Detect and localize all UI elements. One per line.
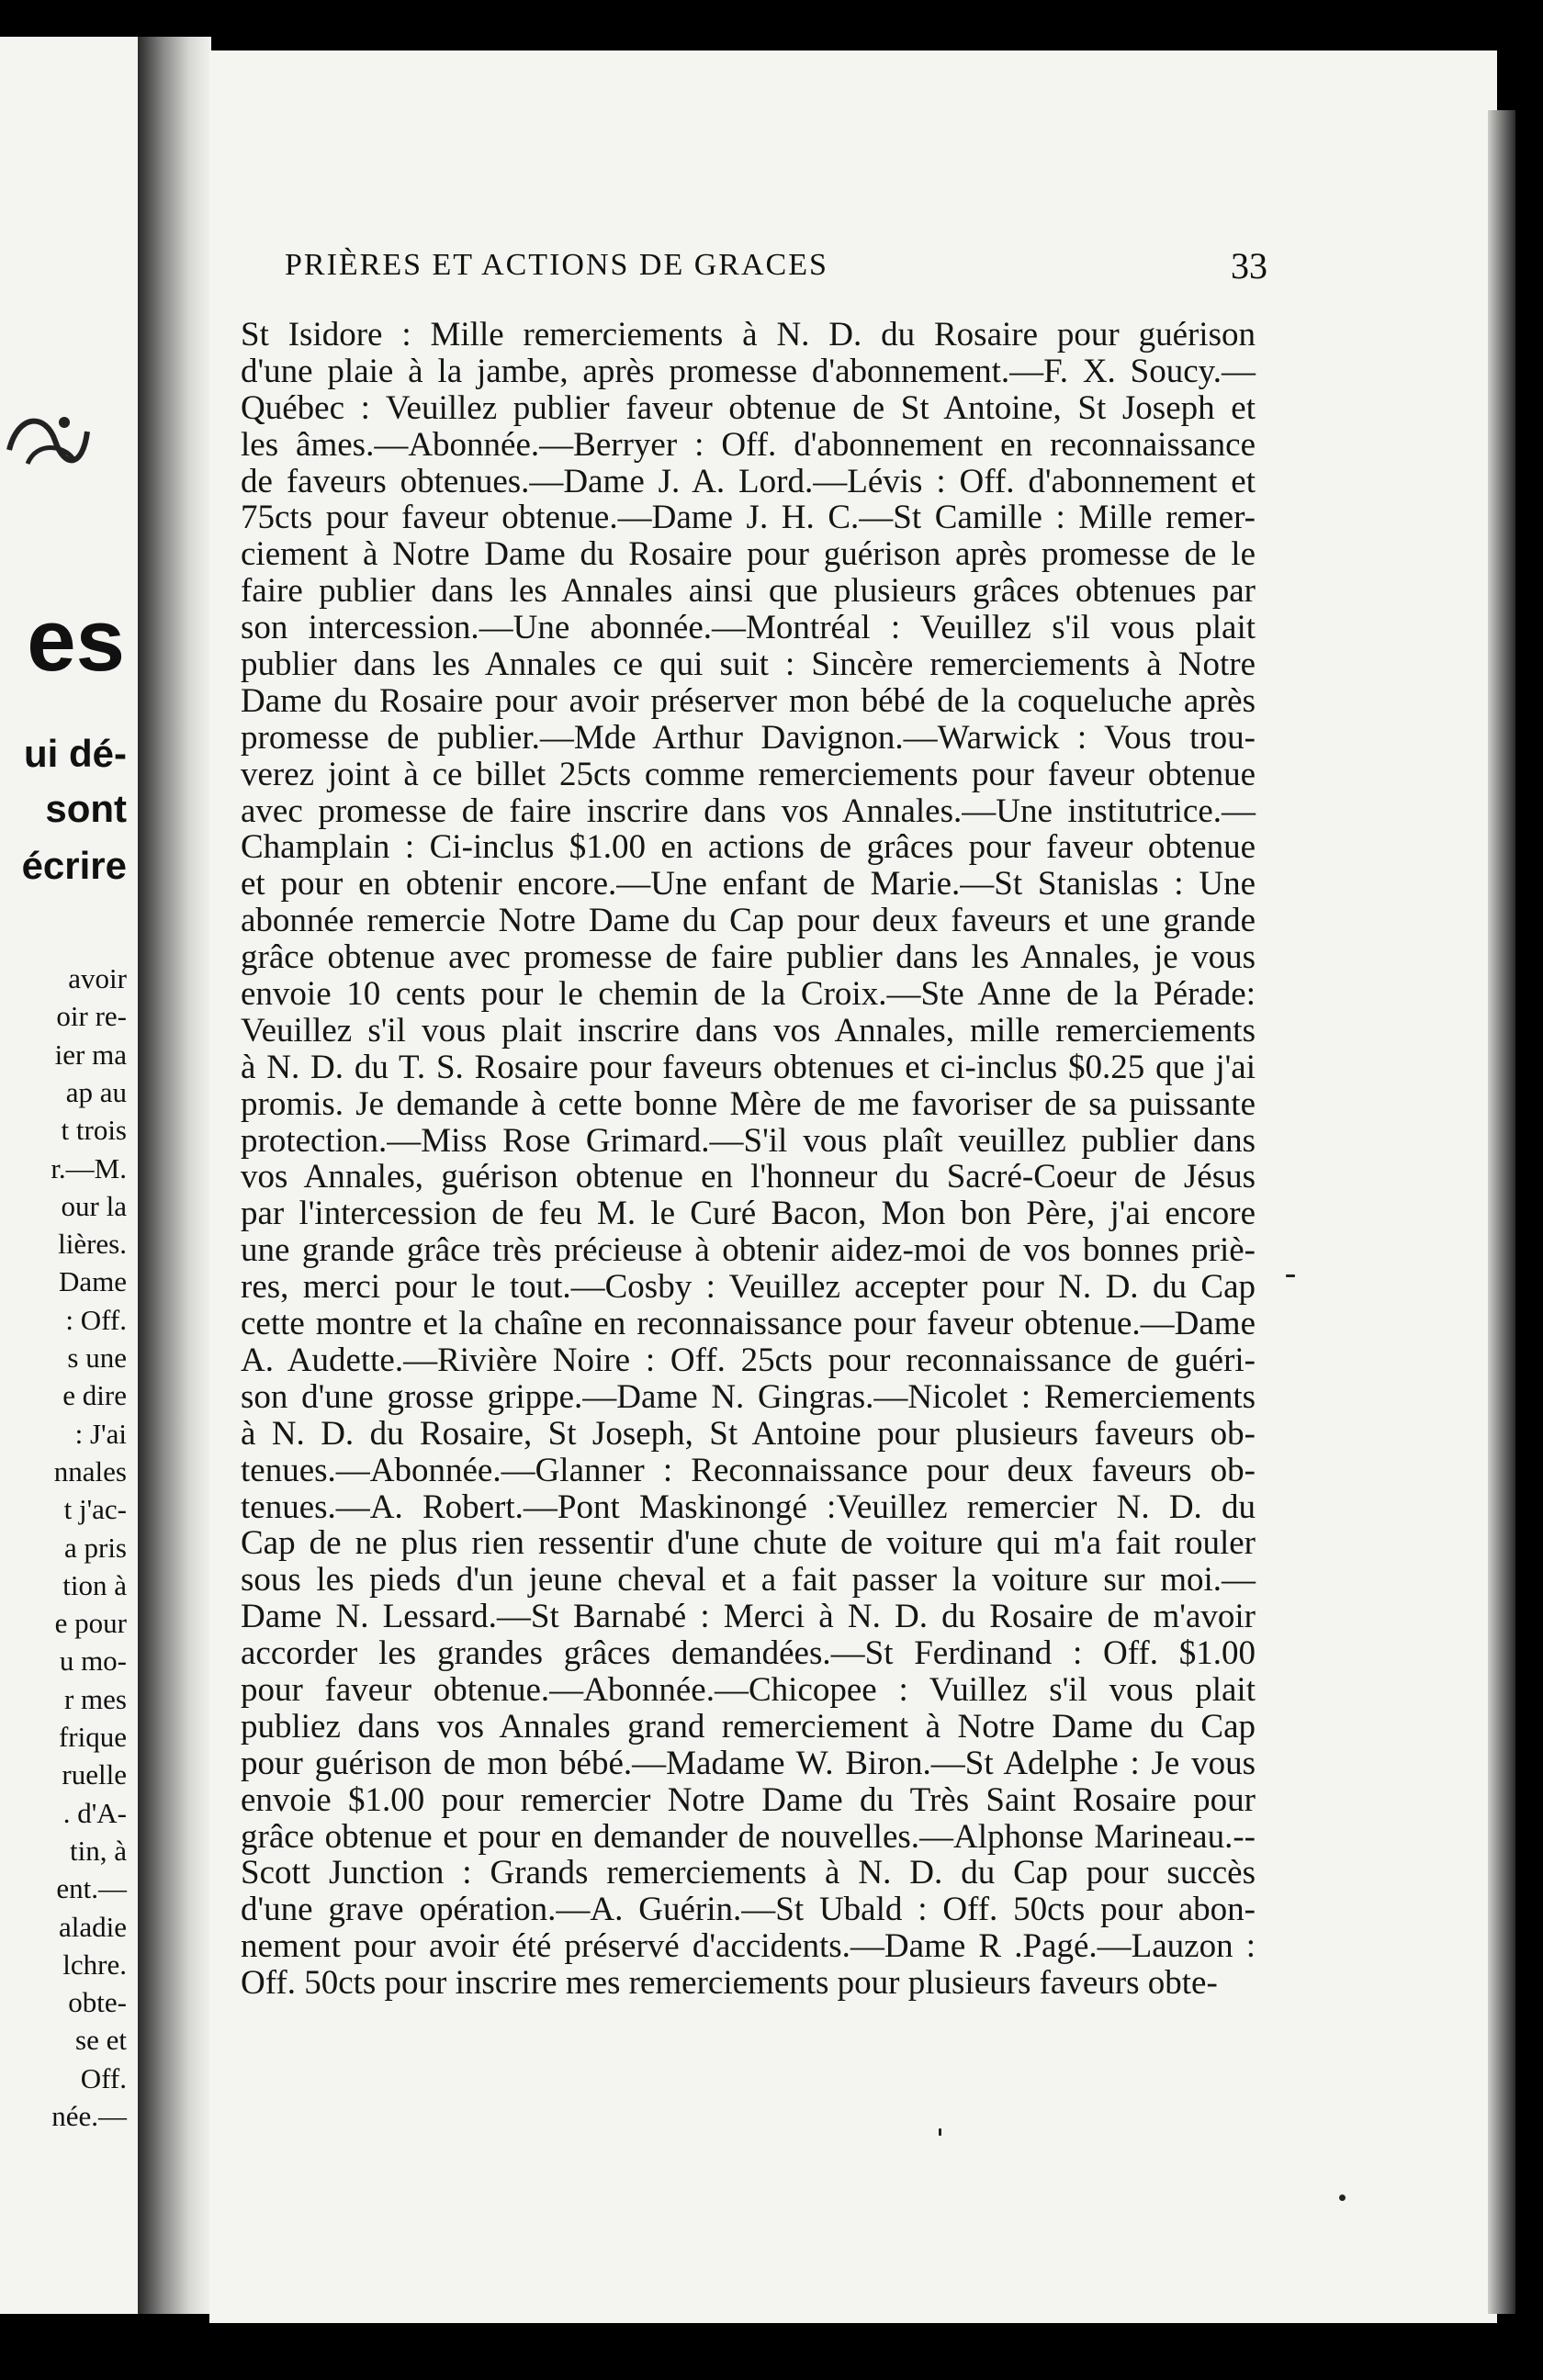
left-line-fragment: . d'A-	[62, 1796, 127, 1829]
body-line: res, merci pour le tout.—Cosby : Veuillez accepter pour N. D. du Cap	[241, 1268, 1256, 1307]
body-text	[241, 317, 1256, 2002]
left-line-fragment: e pour	[54, 1607, 127, 1640]
left-line-fragment: t j'ac-	[63, 1493, 127, 1526]
left-line-fragment: aladie	[58, 1910, 127, 1943]
body-line: Veuillez s'il vous plait inscrire dans vos Annales, mille remerciements	[241, 1011, 1256, 1050]
body-line: sous les pieds d'un jeune cheval et a fait passer la voiture sur moi.—	[241, 1561, 1256, 1600]
body-line: faire publier dans les Annales ainsi que plusieurs grâces obtenues par	[241, 572, 1256, 611]
body-line: par l'intercession de feu M. le Curé Bacon, Mon bon Père, j'ai encore	[241, 1195, 1256, 1233]
body-line: une grande grâce très précieuse à obtenir aidez-moi de vos bonnes priè-	[241, 1231, 1256, 1270]
left-bold-fragment: sont	[45, 787, 127, 830]
body-line: promis. Je demande à cette bonne Mère de me favoriser de sa puissante	[241, 1084, 1256, 1123]
body-line: Dame du Rosaire pour avoir préserver mon bébé de la coqueluche après	[241, 681, 1256, 720]
body-line: son intercession.—Une abonnée.—Montréal : Veuillez s'il vous plait	[241, 609, 1256, 647]
body-line: tenues.—A. Robert.—Pont Maskinongé :Veuillez remercier N. D. du	[241, 1488, 1256, 1526]
body-line: nement pour avoir été préservé d'accidents.—Dame R .Pagé.—Lauzon :	[241, 1927, 1256, 1966]
body-line: ciement à Notre Dame du Rosaire pour guérison après promesse de le	[241, 535, 1256, 574]
body-line: verez joint à ce billet 25cts comme remerciements pour faveur obtenue	[241, 755, 1256, 793]
left-line-fragment: Off.	[80, 2061, 127, 2094]
left-facing-page	[0, 37, 138, 2314]
left-line-fragment: nnales	[53, 1454, 127, 1488]
body-line: Cap de ne plus rien ressentir d'une chute de voiture qui m'a fait rouler	[241, 1524, 1256, 1563]
page-edge-shadow	[1488, 110, 1515, 2314]
left-line-fragment: obte-	[68, 1986, 127, 2019]
body-line: abonnée remercie Notre Dame du Cap pour deux faveurs et une grande	[241, 902, 1256, 940]
body-line: Scott Junction : Grands remerciements à N. D. du Cap pour succès	[241, 1854, 1256, 1892]
left-line-fragment: Dame	[58, 1265, 127, 1298]
left-line-fragment: oir re-	[56, 1000, 127, 1033]
body-line: St Isidore : Mille remerciements à N. D. du Rosaire pour guérison	[241, 316, 1256, 354]
body-line: d'une plaie à la jambe, après promesse d'abonnement.—F. X. Soucy.—	[241, 352, 1256, 390]
body-line: les âmes.—Abonnée.—Berryer : Off. d'abonnement en reconnaissance	[241, 425, 1256, 464]
left-line-fragment: r mes	[63, 1682, 127, 1715]
body-line: cette montre et la chaîne en reconnaissance pour faveur obtenue.—Dame	[241, 1305, 1256, 1343]
speck-mark	[939, 2128, 941, 2136]
body-line: avec promesse de faire inscrire dans vos Annales.—Une institutrice.—	[241, 791, 1256, 830]
body-line: d'une grave opération.—A. Guérin.—St Ubald : Off. 50cts pour abon-	[241, 1891, 1256, 1929]
body-line: son d'une grosse grippe.—Dame N. Gingras.—Nicolet : Remerciements	[241, 1377, 1256, 1416]
left-line-fragment: ruelle	[62, 1758, 127, 1791]
left-line-fragment: frique	[58, 1721, 127, 1753]
speck-mark	[1286, 1274, 1295, 1277]
body-line: envoie 10 cents pour le chemin de la Croix.—Ste Anne de la Pérade:	[241, 975, 1256, 1014]
body-line: grâce obtenue avec promesse de faire publier dans les Annales, je vous	[241, 938, 1256, 977]
body-line: envoie $1.00 pour remercier Notre Dame du Très Saint Rosaire pour	[241, 1780, 1256, 1819]
book-gutter	[138, 37, 211, 2314]
body-line: protection.—Miss Rose Grimard.—S'il vous plaît veuillez publier dans	[241, 1121, 1256, 1160]
body-line: Dame N. Lessard.—St Barnabé : Merci à N. D. du Rosaire de m'avoir	[241, 1598, 1256, 1636]
ornament-fragment-icon	[0, 395, 92, 477]
left-line-fragment: : Off.	[65, 1303, 127, 1336]
left-line-fragment: ap au	[65, 1075, 127, 1108]
left-line-fragment: lières.	[58, 1228, 127, 1261]
left-bold-fragment: ui dé-	[24, 732, 127, 775]
body-line: et pour en obtenir encore.—Une enfant de Marie.—St Stanislas : Une	[241, 865, 1256, 904]
body-line: grâce obtenue et pour en demander de nouvelles.—Alphonse Marineau.--	[241, 1817, 1256, 1856]
left-line-fragment: e dire	[62, 1379, 127, 1412]
left-line-fragment: s une	[67, 1342, 127, 1374]
left-line-fragment: t trois	[61, 1114, 127, 1147]
body-line: pour faveur obtenue.—Abonnée.—Chicopee : Vuillez s'il vous plait	[241, 1670, 1256, 1709]
speck-mark	[1339, 2195, 1346, 2201]
left-line-fragment: : J'ai	[74, 1417, 127, 1450]
left-line-fragment: ent.—	[56, 1872, 127, 1905]
body-line: promesse de publier.—Mde Arthur Davignon.—Warwick : Vous trou-	[241, 718, 1256, 757]
left-line-fragment: tin, à	[70, 1834, 127, 1867]
body-line: accorder les grandes grâces demandées.—St Ferdinand : Off. $1.00	[241, 1634, 1256, 1673]
body-line: A. Audette.—Rivière Noire : Off. 25cts pour reconnaissance de guéri-	[241, 1341, 1256, 1379]
body-line: Québec : Veuillez publier faveur obtenue de St Antoine, St Joseph et	[241, 388, 1256, 427]
left-line-fragment: se et	[75, 2024, 127, 2057]
body-line: à N. D. du Rosaire, St Joseph, St Antoine pour plusieurs faveurs ob-	[241, 1414, 1256, 1453]
left-line-fragment: a pris	[63, 1531, 127, 1564]
left-line-fragment: lchre.	[62, 1948, 127, 1981]
body-line: de faveurs obtenues.—Dame J. A. Lord.—Lévis : Off. d'abonnement et	[241, 462, 1256, 500]
body-line: pour guérison de mon bébé.—Madame W. Biron.—St Adelphe : Je vous	[241, 1744, 1256, 1782]
left-line-fragment: avoir	[68, 962, 127, 994]
left-bold-fragment: écrire	[21, 844, 127, 887]
left-line-fragment: our la	[61, 1189, 127, 1222]
left-line-fragment: tion à	[62, 1568, 127, 1601]
left-line-fragment: u mo-	[59, 1645, 127, 1678]
page-number: 33	[1231, 245, 1267, 286]
body-line: vos Annales, guérison obtenue en l'honneur du Sacré-Coeur de Jésus	[241, 1158, 1256, 1196]
body-line: publier dans les Annales ce qui suit : Sincère remerciements à Notre	[241, 646, 1256, 684]
body-line: tenues.—Abonnée.—Glanner : Reconnaissance pour deux faveurs ob-	[241, 1451, 1256, 1489]
body-line: à N. D. du T. S. Rosaire pour faveurs obtenues et ci-inclus $0.25 que j'ai	[241, 1048, 1256, 1086]
left-line-fragment: r.—M.	[51, 1151, 127, 1184]
body-line: Off. 50cts pour inscrire mes remerciements pour plusieurs faveurs obte-	[241, 1964, 1218, 2003]
body-line: 75cts pour faveur obtenue.—Dame J. H. C.—St Camille : Mille remer-	[241, 499, 1256, 537]
left-heading-fragment: es	[27, 591, 125, 690]
body-line: Champlain : Ci-inclus $1.00 en actions de grâces pour faveur obtenue	[241, 828, 1256, 867]
left-line-fragment: ier ma	[54, 1038, 127, 1071]
body-line: publiez dans vos Annales grand remerciement à Notre Dame du Cap	[241, 1707, 1256, 1746]
running-head: PRIÈRES ET ACTIONS DE GRACES	[285, 248, 828, 282]
left-line-fragment: née.—	[51, 2100, 127, 2132]
